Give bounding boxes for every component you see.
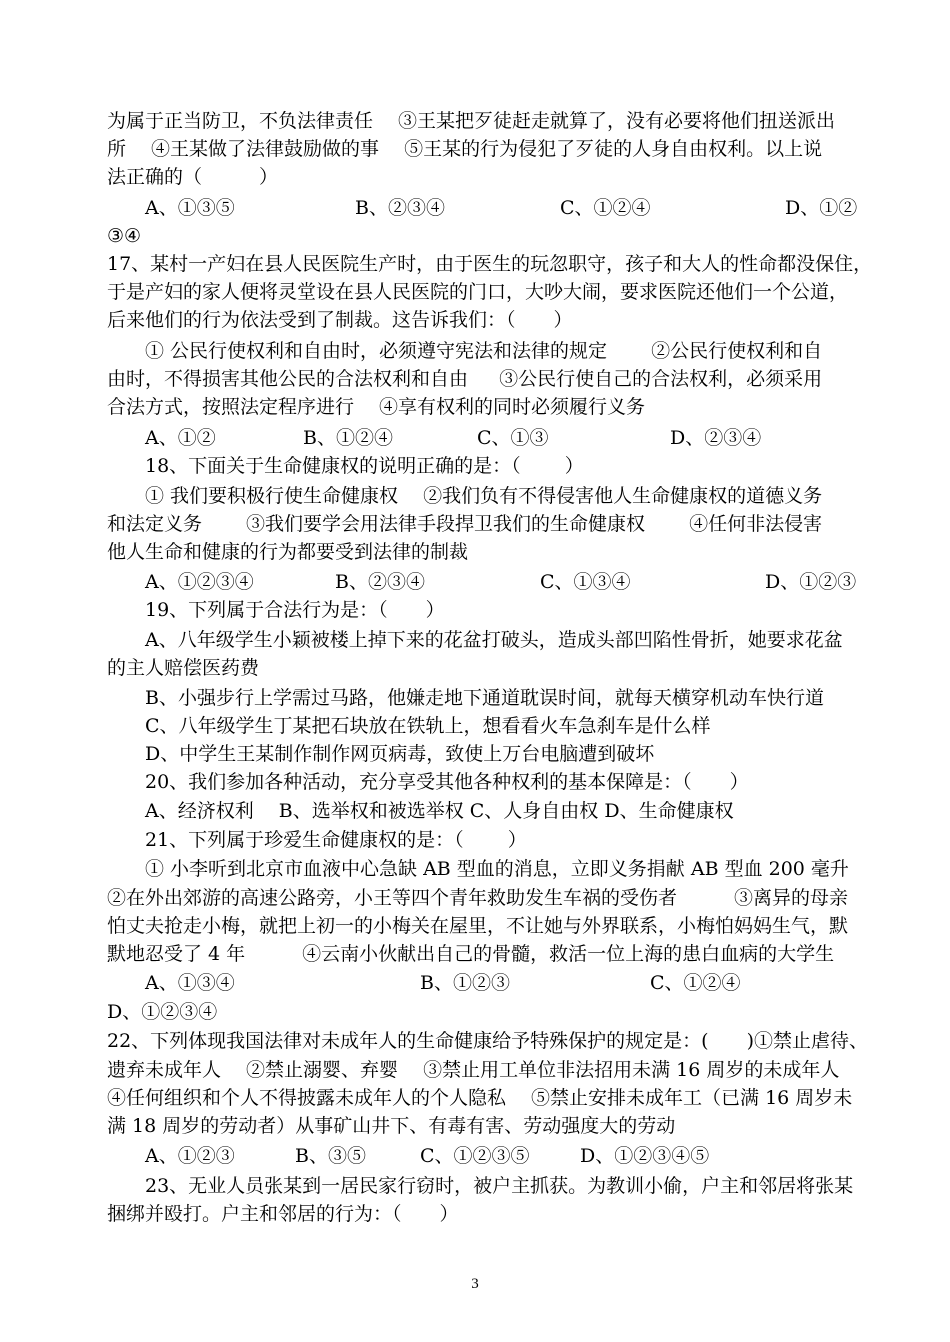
option-c: C、①②④: [650, 972, 741, 994]
option-b: B、②③④: [335, 571, 425, 593]
option-d: D、①②: [785, 197, 858, 219]
text-line: B、小强步行上学需过马路，他嫌走地下通道耽误时间，就每天横穿机动车快行道: [145, 687, 824, 709]
question-20: 20、我们参加各种活动，充分享受其他各种权利的基本保障是：（ ）: [145, 771, 749, 793]
text-line: ① 公民行使权利和自由时，必须遵守宪法和法律的规定 ②公民行使权利和自: [145, 340, 823, 362]
option-c: C、①③: [477, 427, 549, 449]
question-17: 17、某村一产妇在县人民医院生产时，由于医生的玩忽职守，孩子和大人的性命都没保住，: [107, 253, 873, 275]
text-line: 遗弃未成年人 ②禁止溺婴、弃婴 ③禁止用工单位非法招用未满 16 周岁的未成年人: [107, 1059, 840, 1081]
question-18: 18、下面关于生命健康权的说明正确的是：（ ）: [145, 455, 584, 477]
text-line: 和法定义务 ③我们要学会用法律手段捍卫我们的生命健康权 ④任何非法侵害: [107, 513, 823, 535]
question-21: 21、下列属于珍爱生命健康权的是：（ ）: [145, 829, 527, 851]
text-line: ③④: [107, 225, 142, 247]
question-19: 19、下列属于合法行为是：（ ）: [145, 599, 445, 621]
text-line: 为属于正当防卫，不负法律责任 ③王某把歹徒赶走就算了，没有必要将他们扭送派出: [107, 110, 836, 132]
text-line: 法正确的（ ）: [107, 166, 279, 188]
text-line: 合法方式，按照法定程序进行 ④享有权利的同时必须履行义务: [107, 396, 646, 418]
text-line: 后来他们的行为依法受到了制裁。这告诉我们：（ ）: [107, 309, 573, 331]
option-b: B、①②③: [420, 972, 510, 994]
option-d: D、②③④: [670, 427, 762, 449]
text-line: ④任何组织和个人不得披露未成年人的个人隐私 ⑤禁止安排未成年工（已满 16 周岁未: [107, 1087, 853, 1109]
option-b: B、②③④: [355, 197, 445, 219]
text-line: 他人生命和健康的行为都要受到法律的制裁: [107, 541, 469, 563]
question-22: 22、下列体现我国法律对未成年人的生命健康给予特殊保护的规定是：( )①禁止虐待、: [107, 1030, 869, 1052]
text-line: 捆绑并殴打。户主和邻居的行为：（ ）: [107, 1203, 459, 1225]
option-d: D、①②③: [765, 571, 857, 593]
option-c: C、①②④: [560, 197, 651, 219]
text-line: A、经济权利 B、选举权和被选举权 C、人身自由权 D、生命健康权: [145, 800, 734, 822]
option-a: A、①②: [145, 427, 216, 449]
option-b: B、③⑤: [295, 1145, 366, 1167]
text-line: C、八年级学生丁某把石块放在铁轨上，想看看火车急刹车是什么样: [145, 715, 711, 737]
text-line: 由时，不得损害其他公民的合法权利和自由 ③公民行使自己的合法权利，必须采用: [107, 368, 823, 390]
text-line: A、八年级学生小颖被楼上掉下来的花盆打破头，造成头部凹陷性骨折，她要求花盆: [145, 629, 843, 651]
option-a: A、①③④: [145, 972, 235, 994]
text-line: D、中学生王某制作制作网页病毒，致使上万台电脑遭到破坏: [145, 743, 655, 765]
text-line: 所 ④王某做了法律鼓励做的事 ⑤王某的行为侵犯了歹徒的人身自由权利。以上说: [107, 138, 823, 160]
text-line: 于是产妇的家人便将灵堂设在县人民医院的门口，大吵大闹，要求医院还他们一个公道，: [107, 281, 849, 303]
text-line: 默地忍受了 4 年 ④云南小伙献出自己的骨髓，救活一位上海的患白血病的大学生: [107, 943, 835, 965]
option-c: C、①③④: [540, 571, 631, 593]
text-line: 怕丈夫抢走小梅，就把上初一的小梅关在屋里，不让她与外界联系，小梅怕妈妈生气，默: [107, 915, 849, 937]
text-line: ① 小李听到北京市血液中心急缺 AB 型血的消息，立即义务捐献 AB 型血 200 毫升: [145, 858, 849, 880]
text-line: 满 18 周岁的劳动者）从事矿山井下、有毒有害、劳动强度大的劳动: [107, 1115, 676, 1137]
option-d: D、①②③④: [107, 1001, 218, 1023]
option-c: C、①②③⑤: [420, 1145, 530, 1167]
option-a: A、①②③④: [145, 571, 254, 593]
option-a: A、①③⑤: [145, 197, 235, 219]
option-a: A、①②③: [145, 1145, 235, 1167]
text-line: ②在外出郊游的高速公路旁，小王等四个青年救助发生车祸的受伤者 ③离异的母亲: [107, 887, 849, 909]
option-b: B、①②④: [303, 427, 393, 449]
question-23: 23、无业人员张某到一居民家行窃时，被户主抓获。为教训小偷，户主和邻居将张某: [145, 1175, 854, 1197]
text-line: 的主人赔偿医药费: [107, 657, 260, 679]
option-d: D、①②③④⑤: [580, 1145, 710, 1167]
page-number: 3: [471, 1276, 479, 1292]
text-line: ① 我们要积极行使生命健康权 ②我们负有不得侵害他人生命健康权的道德义务: [145, 485, 823, 507]
